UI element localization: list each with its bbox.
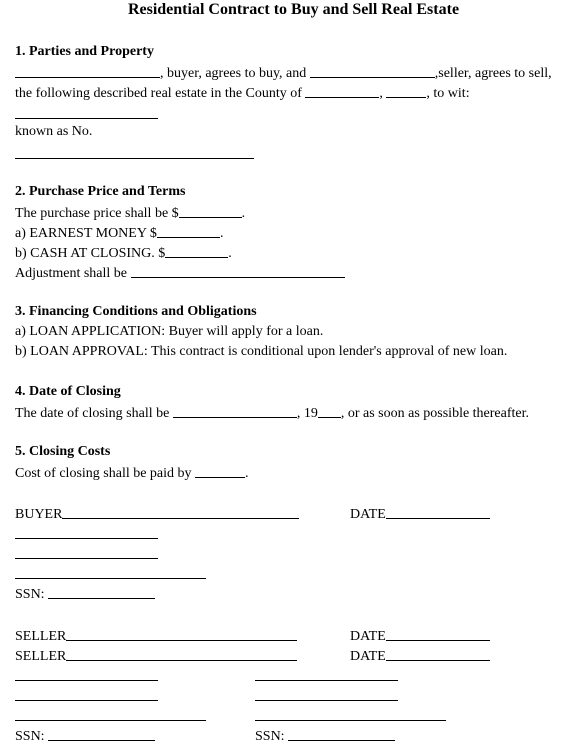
- buyer-signature-blank[interactable]: [62, 505, 299, 519]
- closing-costs-label: Cost of closing shall be paid by: [15, 466, 196, 481]
- earnest-money-label: a) EARNEST MONEY $: [15, 226, 157, 241]
- seller2-address-blank-1[interactable]: [255, 680, 398, 681]
- to-wit-text: , to wit:: [426, 86, 470, 101]
- seller2-ssn-line: [255, 726, 395, 743]
- adjustment-blank[interactable]: [131, 264, 345, 278]
- buyer-date-blank[interactable]: [386, 505, 490, 519]
- address-blank[interactable]: [15, 158, 254, 159]
- section4-heading: 4. Date of Closing: [15, 384, 121, 399]
- seller-name-blank[interactable]: [310, 64, 435, 78]
- document-title: Residential Contract to Buy and Sell Real Estate: [127, 1, 460, 18]
- section3-heading: 3. Financing Conditions and Obligations: [15, 304, 257, 319]
- known-as-label: known as No.: [15, 124, 93, 139]
- seller2-signature-blank[interactable]: [66, 647, 297, 661]
- buyer-signature-line: [15, 504, 299, 521]
- date-label: DATE: [350, 629, 386, 644]
- date-label: DATE: [350, 649, 386, 664]
- ssn-label: SSN:: [15, 587, 49, 602]
- buyer-address-blank-3[interactable]: [15, 578, 206, 579]
- earnest-money-line: [15, 223, 223, 240]
- closing-date-suffix: , or as soon as possible thereafter.: [340, 406, 530, 421]
- parties-line: [15, 63, 552, 80]
- section2-heading: 2. Purchase Price and Terms: [15, 184, 186, 199]
- cash-at-closing-blank[interactable]: [165, 244, 228, 258]
- buyer-address-blank-2[interactable]: [15, 558, 158, 559]
- county-comma: ,: [379, 86, 387, 101]
- loan-application-text: a) LOAN APPLICATION: Buyer will apply for a loan.: [15, 324, 324, 339]
- adjustment-label: Adjustment shall be: [15, 266, 131, 281]
- section5-heading: 5. Closing Costs: [15, 444, 111, 459]
- legal-description-blank[interactable]: [15, 118, 158, 119]
- seller1-date-blank[interactable]: [386, 627, 490, 641]
- loan-approval-text: b) LOAN APPROVAL: This contract is conditional upon lender's approval of new loan.: [15, 344, 508, 359]
- purchase-price-line: [15, 203, 245, 220]
- seller1-signature-blank[interactable]: [66, 627, 297, 641]
- seller1-ssn-blank[interactable]: [48, 727, 155, 741]
- ssn-label: SSN:: [255, 729, 289, 744]
- seller1-address-blank-3[interactable]: [15, 720, 206, 721]
- seller1-address-blank-1[interactable]: [15, 680, 158, 681]
- seller2-address-blank-2[interactable]: [255, 700, 398, 701]
- seller2-ssn-blank[interactable]: [288, 727, 395, 741]
- closing-costs-blank[interactable]: [195, 464, 245, 478]
- buyer-agrees-text: , buyer, agrees to buy, and: [160, 66, 310, 81]
- closing-year-blank[interactable]: [318, 404, 341, 418]
- seller-agrees-text: ,seller, agrees to sell,: [434, 66, 552, 81]
- section1-heading: 1. Parties and Property: [15, 44, 154, 59]
- seller-label: SELLER: [15, 649, 67, 664]
- buyer-ssn-line: [15, 584, 155, 601]
- seller-label: SELLER: [15, 629, 67, 644]
- date-label: DATE: [350, 507, 386, 522]
- period-text: .: [219, 226, 224, 241]
- seller1-signature-line: [15, 626, 297, 643]
- seller2-date-line: [350, 646, 490, 663]
- closing-date-blank[interactable]: [173, 404, 297, 418]
- state-blank[interactable]: [386, 84, 426, 98]
- period-text: .: [241, 206, 246, 221]
- seller2-address-blank-3[interactable]: [255, 720, 446, 721]
- period-text: .: [245, 466, 249, 481]
- seller1-address-blank-2[interactable]: [15, 700, 158, 701]
- earnest-money-blank[interactable]: [157, 224, 220, 238]
- cash-at-closing-label: b) CASH AT CLOSING. $: [15, 246, 166, 261]
- seller2-signature-line: [15, 646, 297, 663]
- cash-at-closing-line: [15, 243, 232, 260]
- county-line: [15, 83, 470, 100]
- seller1-date-line: [350, 626, 490, 643]
- closing-costs-line: [15, 463, 249, 480]
- ssn-label: SSN:: [15, 729, 49, 744]
- buyer-label: BUYER: [15, 507, 63, 522]
- purchase-price-blank[interactable]: [179, 204, 242, 218]
- county-text: the following described real estate in the County of: [15, 86, 306, 101]
- buyer-date-line: [350, 504, 490, 521]
- period-text: .: [228, 246, 232, 261]
- seller2-date-blank[interactable]: [386, 647, 490, 661]
- closing-date-label: The date of closing shall be: [15, 406, 173, 421]
- seller1-ssn-line: [15, 726, 155, 743]
- buyer-ssn-blank[interactable]: [48, 585, 155, 599]
- year-prefix: , 19: [296, 406, 318, 421]
- closing-date-line: [15, 403, 529, 420]
- county-blank[interactable]: [305, 84, 379, 98]
- buyer-name-blank[interactable]: [15, 64, 160, 78]
- buyer-address-blank-1[interactable]: [15, 538, 158, 539]
- adjustment-line: [15, 263, 345, 280]
- purchase-price-label: The purchase price shall be $: [15, 206, 179, 221]
